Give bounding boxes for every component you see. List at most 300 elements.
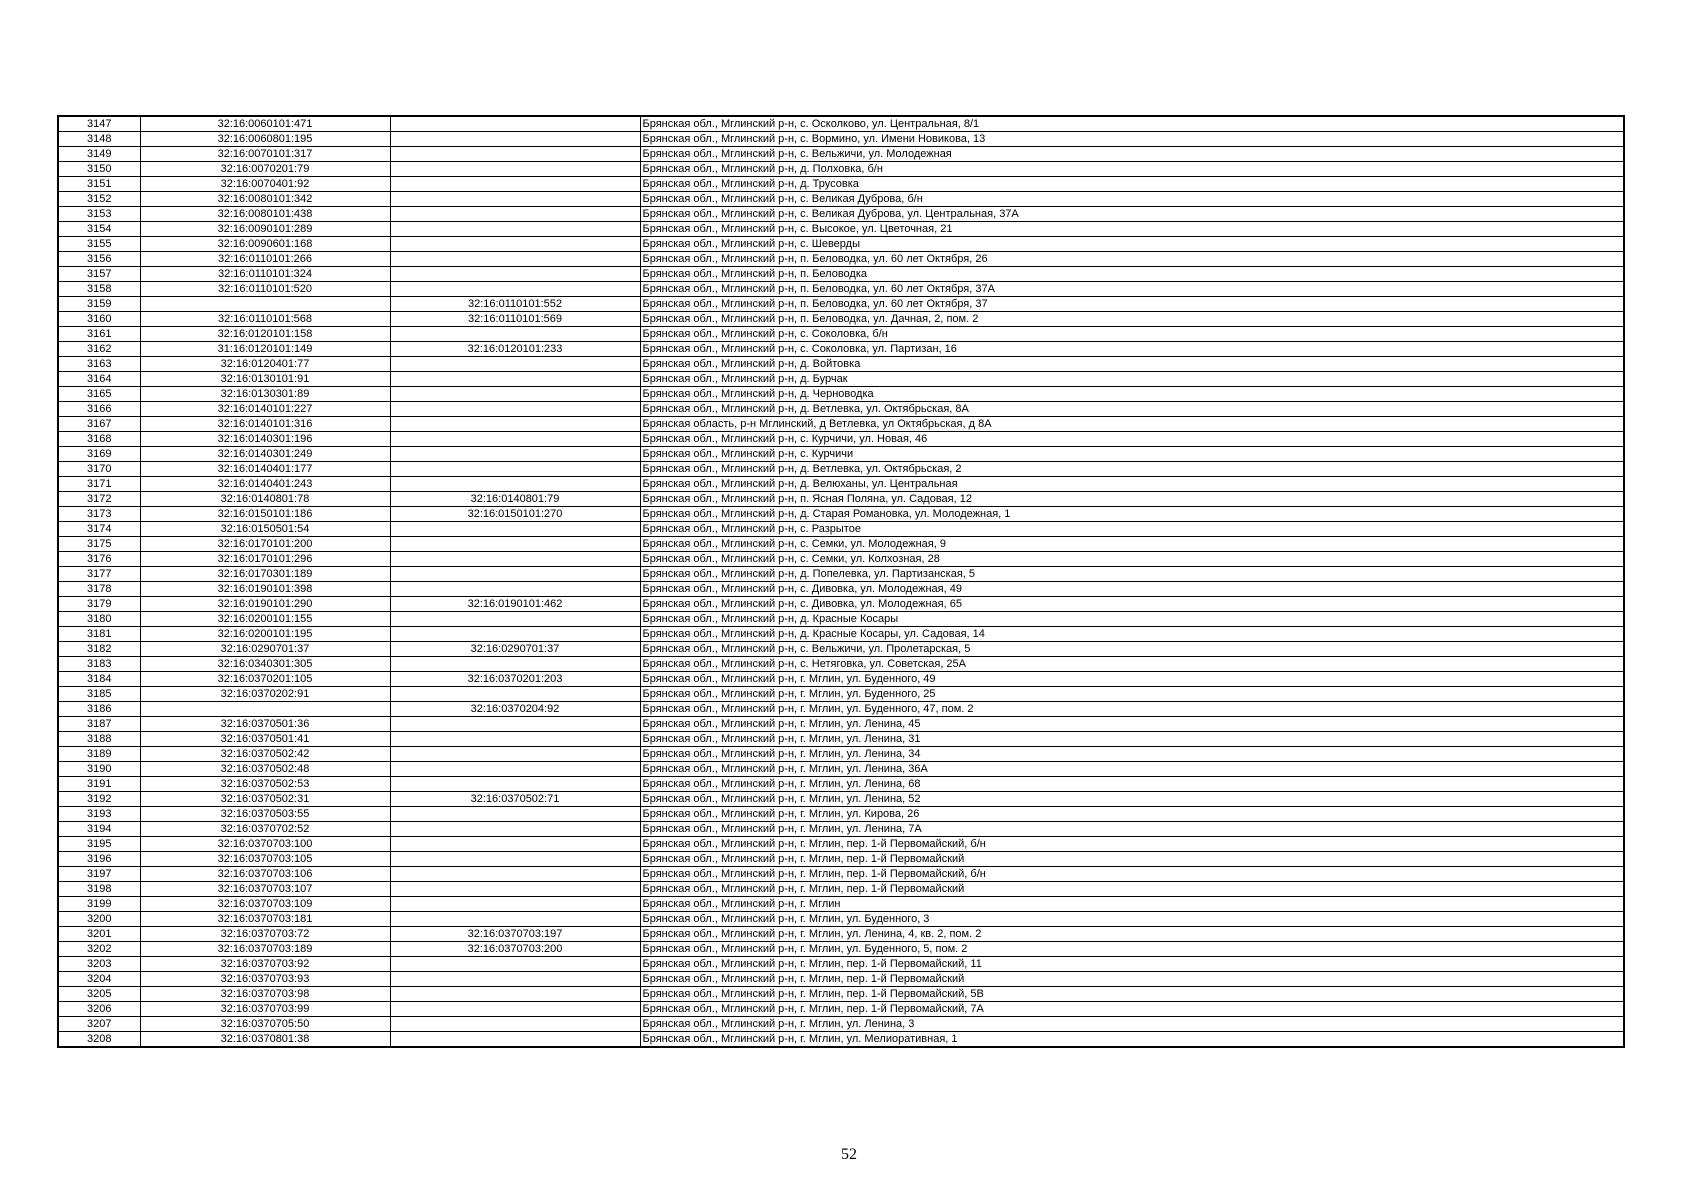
table-row	[58, 312, 1624, 327]
row-number-cell: 3201	[58, 927, 140, 942]
row-number-cell: 3157	[58, 267, 140, 282]
address-cell: Брянская обл., Мглинский р-н, с. Соколовка, ул. Партизан, 16	[640, 342, 1624, 357]
table-row	[58, 387, 1624, 402]
address-cell: Брянская обл., Мглинский р-н, г. Мглин, ул. Ленина, 68	[640, 777, 1624, 792]
cadastral-number-cell: 32:16:0370703:98	[140, 987, 390, 1002]
address-cell: Брянская обл., Мглинский р-н, с. Осколково, ул. Центральная, 8/1	[640, 116, 1624, 132]
address-cell: Брянская обл., Мглинский р-н, д. Старая Романовка, ул. Молодежная, 1	[640, 507, 1624, 522]
cadastral-number-cell: 32:16:0290701:37	[140, 642, 390, 657]
related-cadastral-number-cell	[390, 717, 640, 732]
related-cadastral-number-cell: 32:16:0370703:197	[390, 927, 640, 942]
related-cadastral-number-cell	[390, 852, 640, 867]
table-row	[58, 972, 1624, 987]
row-number-cell: 3177	[58, 567, 140, 582]
row-number-cell: 3167	[58, 417, 140, 432]
row-number-cell: 3164	[58, 372, 140, 387]
row-number-cell: 3155	[58, 237, 140, 252]
related-cadastral-number-cell	[390, 147, 640, 162]
cadastral-number-cell: 32:16:0080101:438	[140, 207, 390, 222]
row-number-cell: 3172	[58, 492, 140, 507]
related-cadastral-number-cell	[390, 972, 640, 987]
address-cell: Брянская обл., Мглинский р-н, г. Мглин, ул. Буденного, 3	[640, 912, 1624, 927]
related-cadastral-number-cell: 32:16:0110101:552	[390, 297, 640, 312]
table-row	[58, 717, 1624, 732]
table-row	[58, 867, 1624, 882]
cadastral-number-cell: 32:16:0370502:53	[140, 777, 390, 792]
address-cell: Брянская обл., Мглинский р-н, г. Мглин	[640, 897, 1624, 912]
row-number-cell: 3159	[58, 297, 140, 312]
table-row	[58, 987, 1624, 1002]
related-cadastral-number-cell	[390, 222, 640, 237]
row-number-cell: 3205	[58, 987, 140, 1002]
row-number-cell: 3196	[58, 852, 140, 867]
table-row	[58, 537, 1624, 552]
address-cell: Брянская обл., Мглинский р-н, д. Красные Косары	[640, 612, 1624, 627]
cadastral-number-cell: 32:16:0070201:79	[140, 162, 390, 177]
cadastral-number-cell: 32:16:0370703:105	[140, 852, 390, 867]
address-cell: Брянская обл., Мглинский р-н, с. Разрытое	[640, 522, 1624, 537]
cadastral-number-cell: 32:16:0370703:181	[140, 912, 390, 927]
table-row	[58, 222, 1624, 237]
related-cadastral-number-cell: 32:16:0370201:203	[390, 672, 640, 687]
table-row	[58, 672, 1624, 687]
related-cadastral-number-cell: 32:16:0140801:79	[390, 492, 640, 507]
row-number-cell: 3147	[58, 116, 140, 132]
row-number-cell: 3179	[58, 597, 140, 612]
address-cell: Брянская обл., Мглинский р-н, с. Нетяговка, ул. Советская, 25А	[640, 657, 1624, 672]
row-number-cell: 3188	[58, 732, 140, 747]
related-cadastral-number-cell: 32:16:0110101:569	[390, 312, 640, 327]
table-row	[58, 192, 1624, 207]
related-cadastral-number-cell	[390, 116, 640, 132]
address-cell: Брянская обл., Мглинский р-н, г. Мглин, ул. Буденного, 49	[640, 672, 1624, 687]
table-row	[58, 147, 1624, 162]
table-row	[58, 552, 1624, 567]
cadastral-number-cell: 32:16:0190101:398	[140, 582, 390, 597]
address-cell: Брянская обл., Мглинский р-н, п. Беловодка, ул. 60 лет Октября, 26	[640, 252, 1624, 267]
related-cadastral-number-cell	[390, 192, 640, 207]
cadastral-number-cell: 32:16:0130101:91	[140, 372, 390, 387]
address-cell: Брянская обл., Мглинский р-н, д. Ветлевка, ул. Октябрьская, 2	[640, 462, 1624, 477]
cadastral-number-cell: 32:16:0370703:93	[140, 972, 390, 987]
table-row	[58, 252, 1624, 267]
address-cell: Брянская обл., Мглинский р-н, г. Мглин, ул. Ленина, 34	[640, 747, 1624, 762]
table-row	[58, 567, 1624, 582]
row-number-cell: 3152	[58, 192, 140, 207]
row-number-cell: 3175	[58, 537, 140, 552]
cadastral-number-cell: 32:16:0370703:99	[140, 1002, 390, 1017]
related-cadastral-number-cell	[390, 267, 640, 282]
address-cell: Брянская обл., Мглинский р-н, с. Семки, ул. Колхозная, 28	[640, 552, 1624, 567]
address-cell: Брянская обл., Мглинский р-н, п. Беловодка, ул. 60 лет Октября, 37	[640, 297, 1624, 312]
related-cadastral-number-cell	[390, 402, 640, 417]
address-cell: Брянская обл., Мглинский р-н, с. Вельжичи, ул. Молодежная	[640, 147, 1624, 162]
row-number-cell: 3191	[58, 777, 140, 792]
table-row	[58, 522, 1624, 537]
cadastral-number-cell: 32:16:0080101:342	[140, 192, 390, 207]
table-row	[58, 942, 1624, 957]
related-cadastral-number-cell	[390, 912, 640, 927]
address-cell: Брянская обл., Мглинский р-н, г. Мглин, ул. Буденного, 47, пом. 2	[640, 702, 1624, 717]
related-cadastral-number-cell	[390, 1017, 640, 1032]
cadastral-number-cell: 32:16:0370201:105	[140, 672, 390, 687]
row-number-cell: 3203	[58, 957, 140, 972]
related-cadastral-number-cell	[390, 657, 640, 672]
address-cell: Брянская обл., Мглинский р-н, г. Мглин, пер. 1-й Первомайский, 5В	[640, 987, 1624, 1002]
address-cell: Брянская обл., Мглинский р-н, с. Дивовка, ул. Молодежная, 49	[640, 582, 1624, 597]
related-cadastral-number-cell	[390, 207, 640, 222]
table-row	[58, 687, 1624, 702]
cadastral-number-cell: 32:16:0110101:266	[140, 252, 390, 267]
row-number-cell: 3165	[58, 387, 140, 402]
related-cadastral-number-cell	[390, 882, 640, 897]
row-number-cell: 3154	[58, 222, 140, 237]
address-cell: Брянская обл., Мглинский р-н, г. Мглин, ул. Кирова, 26	[640, 807, 1624, 822]
related-cadastral-number-cell: 32:16:0370204:92	[390, 702, 640, 717]
address-cell: Брянская обл., Мглинский р-н, д. Черноводка	[640, 387, 1624, 402]
cadastral-number-cell: 32:16:0090101:289	[140, 222, 390, 237]
related-cadastral-number-cell	[390, 957, 640, 972]
address-cell: Брянская обл., Мглинский р-н, г. Мглин, ул. Ленина, 52	[640, 792, 1624, 807]
table-row	[58, 417, 1624, 432]
table-row	[58, 897, 1624, 912]
property-registry-table	[57, 115, 1625, 1048]
related-cadastral-number-cell	[390, 552, 640, 567]
row-number-cell: 3206	[58, 1002, 140, 1017]
cadastral-number-cell: 32:16:0110101:568	[140, 312, 390, 327]
row-number-cell: 3160	[58, 312, 140, 327]
table-row	[58, 477, 1624, 492]
related-cadastral-number-cell	[390, 417, 640, 432]
cadastral-number-cell: 32:16:0150101:186	[140, 507, 390, 522]
cadastral-number-cell: 32:16:0370502:31	[140, 792, 390, 807]
cadastral-number-cell: 32:16:0090601:168	[140, 237, 390, 252]
cadastral-number-cell: 32:16:0140101:227	[140, 402, 390, 417]
related-cadastral-number-cell	[390, 282, 640, 297]
table-row	[58, 267, 1624, 282]
address-cell: Брянская обл., Мглинский р-н, с. Великая Дуброва, ул. Центральная, 37А	[640, 207, 1624, 222]
row-number-cell: 3192	[58, 792, 140, 807]
address-cell: Брянская обл., Мглинский р-н, г. Мглин, ул. Буденного, 5, пом. 2	[640, 942, 1624, 957]
table-row	[58, 462, 1624, 477]
table-row	[58, 912, 1624, 927]
related-cadastral-number-cell	[390, 687, 640, 702]
address-cell: Брянская обл., Мглинский р-н, г. Мглин, пер. 1-й Первомайский, 11	[640, 957, 1624, 972]
cadastral-number-cell: 32:16:0150501:54	[140, 522, 390, 537]
cadastral-number-cell: 32:16:0200101:155	[140, 612, 390, 627]
related-cadastral-number-cell	[390, 732, 640, 747]
table-row	[58, 282, 1624, 297]
cadastral-number-cell: 32:16:0370501:41	[140, 732, 390, 747]
address-cell: Брянская обл., Мглинский р-н, д. Полховка, б/н	[640, 162, 1624, 177]
related-cadastral-number-cell	[390, 237, 640, 252]
related-cadastral-number-cell	[390, 387, 640, 402]
table-row	[58, 702, 1624, 717]
related-cadastral-number-cell: 32:16:0290701:37	[390, 642, 640, 657]
cadastral-number-cell: 32:16:0370703:189	[140, 942, 390, 957]
table-row	[58, 627, 1624, 642]
row-number-cell: 3189	[58, 747, 140, 762]
related-cadastral-number-cell	[390, 867, 640, 882]
table-row	[58, 1032, 1624, 1048]
cadastral-number-cell: 32:16:0370501:36	[140, 717, 390, 732]
address-cell: Брянская обл., Мглинский р-н, с. Шеверды	[640, 237, 1624, 252]
address-cell: Брянская обл., Мглинский р-н, г. Мглин, ул. Ленина, 4, кв. 2, пом. 2	[640, 927, 1624, 942]
cadastral-number-cell: 31:16:0120101:149	[140, 342, 390, 357]
cadastral-number-cell: 32:16:0370502:42	[140, 747, 390, 762]
related-cadastral-number-cell	[390, 627, 640, 642]
row-number-cell: 3166	[58, 402, 140, 417]
address-cell: Брянская обл., Мглинский р-н, г. Мглин, ул. Буденного, 25	[640, 687, 1624, 702]
cadastral-number-cell: 32:16:0130301:89	[140, 387, 390, 402]
cadastral-number-cell: 32:16:0370702:52	[140, 822, 390, 837]
row-number-cell: 3156	[58, 252, 140, 267]
cadastral-number-cell: 32:16:0370703:107	[140, 882, 390, 897]
table-row	[58, 1017, 1624, 1032]
row-number-cell: 3195	[58, 837, 140, 852]
related-cadastral-number-cell	[390, 432, 640, 447]
related-cadastral-number-cell: 32:16:0370502:71	[390, 792, 640, 807]
row-number-cell: 3158	[58, 282, 140, 297]
row-number-cell: 3186	[58, 702, 140, 717]
table-row	[58, 762, 1624, 777]
cadastral-number-cell: 32:16:0170301:189	[140, 567, 390, 582]
related-cadastral-number-cell	[390, 132, 640, 147]
table-row	[58, 207, 1624, 222]
related-cadastral-number-cell	[390, 357, 640, 372]
address-cell: Брянская обл., Мглинский р-н, д. Бурчак	[640, 372, 1624, 387]
table-row	[58, 447, 1624, 462]
cadastral-number-cell: 32:16:0140401:243	[140, 477, 390, 492]
cadastral-number-cell: 32:16:0140301:249	[140, 447, 390, 462]
address-cell: Брянская обл., Мглинский р-н, г. Мглин, пер. 1-й Первомайский	[640, 972, 1624, 987]
related-cadastral-number-cell	[390, 582, 640, 597]
table-row	[58, 372, 1624, 387]
cadastral-number-cell: 32:16:0110101:520	[140, 282, 390, 297]
related-cadastral-number-cell: 32:16:0190101:462	[390, 597, 640, 612]
address-cell: Брянская обл., Мглинский р-н, г. Мглин, ул. Ленина, 36А	[640, 762, 1624, 777]
cadastral-number-cell	[140, 702, 390, 717]
address-cell: Брянская обл., Мглинский р-н, д. Войтовка	[640, 357, 1624, 372]
table-row	[58, 507, 1624, 522]
related-cadastral-number-cell	[390, 327, 640, 342]
cadastral-number-cell: 32:16:0170101:296	[140, 552, 390, 567]
address-cell: Брянская обл., Мглинский р-н, г. Мглин, ул. Ленина, 7А	[640, 822, 1624, 837]
address-cell: Брянская обл., Мглинский р-н, д. Ветлевка, ул. Октябрьская, 8А	[640, 402, 1624, 417]
table-row	[58, 116, 1624, 132]
related-cadastral-number-cell	[390, 252, 640, 267]
related-cadastral-number-cell	[390, 567, 640, 582]
row-number-cell: 3149	[58, 147, 140, 162]
row-number-cell: 3169	[58, 447, 140, 462]
address-cell: Брянская обл., Мглинский р-н, г. Мглин, пер. 1-й Первомайский, 7А	[640, 1002, 1624, 1017]
address-cell: Брянская обл., Мглинский р-н, п. Ясная Поляна, ул. Садовая, 12	[640, 492, 1624, 507]
cadastral-number-cell: 32:16:0370503:55	[140, 807, 390, 822]
table-row	[58, 1002, 1624, 1017]
address-cell: Брянская обл., Мглинский р-н, с. Вельжичи, ул. Пролетарская, 5	[640, 642, 1624, 657]
table-row	[58, 162, 1624, 177]
table-row	[58, 297, 1624, 312]
row-number-cell: 3181	[58, 627, 140, 642]
row-number-cell: 3180	[58, 612, 140, 627]
cadastral-number-cell: 32:16:0370703:100	[140, 837, 390, 852]
cadastral-number-cell: 32:16:0060101:471	[140, 116, 390, 132]
row-number-cell: 3153	[58, 207, 140, 222]
table-row	[58, 327, 1624, 342]
row-number-cell: 3174	[58, 522, 140, 537]
table-row	[58, 432, 1624, 447]
related-cadastral-number-cell	[390, 612, 640, 627]
address-cell: Брянская обл., Мглинский р-н, г. Мглин, пер. 1-й Первомайский	[640, 882, 1624, 897]
table-row	[58, 342, 1624, 357]
cadastral-number-cell: 32:16:0110101:324	[140, 267, 390, 282]
address-cell: Брянская обл., Мглинский р-н, с. Великая Дуброва, б/н	[640, 192, 1624, 207]
row-number-cell: 3199	[58, 897, 140, 912]
row-number-cell: 3184	[58, 672, 140, 687]
row-number-cell: 3171	[58, 477, 140, 492]
table-row	[58, 927, 1624, 942]
cadastral-number-cell: 32:16:0370703:109	[140, 897, 390, 912]
cadastral-number-cell: 32:16:0370202:91	[140, 687, 390, 702]
row-number-cell: 3207	[58, 1017, 140, 1032]
row-number-cell: 3150	[58, 162, 140, 177]
address-cell: Брянская обл., Мглинский р-н, д. Попелевка, ул. Партизанская, 5	[640, 567, 1624, 582]
address-cell: Брянская обл., Мглинский р-н, с. Курчичи, ул. Новая, 46	[640, 432, 1624, 447]
address-cell: Брянская обл., Мглинский р-н, с. Семки, ул. Молодежная, 9	[640, 537, 1624, 552]
cadastral-number-cell: 32:16:0070101:317	[140, 147, 390, 162]
cadastral-number-cell: 32:16:0120101:158	[140, 327, 390, 342]
related-cadastral-number-cell	[390, 822, 640, 837]
related-cadastral-number-cell: 32:16:0370703:200	[390, 942, 640, 957]
address-cell: Брянская обл., Мглинский р-н, п. Беловодка	[640, 267, 1624, 282]
cadastral-number-cell: 32:16:0370801:38	[140, 1032, 390, 1048]
related-cadastral-number-cell	[390, 762, 640, 777]
row-number-cell: 3168	[58, 432, 140, 447]
cadastral-number-cell: 32:16:0140401:177	[140, 462, 390, 477]
row-number-cell: 3198	[58, 882, 140, 897]
address-cell: Брянская обл., Мглинский р-н, п. Беловодка, ул. 60 лет Октября, 37А	[640, 282, 1624, 297]
related-cadastral-number-cell	[390, 897, 640, 912]
related-cadastral-number-cell	[390, 177, 640, 192]
table-row	[58, 402, 1624, 417]
address-cell: Брянская обл., Мглинский р-н, г. Мглин, пер. 1-й Первомайский	[640, 852, 1624, 867]
row-number-cell: 3162	[58, 342, 140, 357]
related-cadastral-number-cell: 32:16:0150101:270	[390, 507, 640, 522]
address-cell: Брянская обл., Мглинский р-н, с. Высокое, ул. Цветочная, 21	[640, 222, 1624, 237]
row-number-cell: 3161	[58, 327, 140, 342]
row-number-cell: 3173	[58, 507, 140, 522]
table-row	[58, 357, 1624, 372]
cadastral-number-cell: 32:16:0370705:50	[140, 1017, 390, 1032]
row-number-cell: 3178	[58, 582, 140, 597]
related-cadastral-number-cell	[390, 837, 640, 852]
address-cell: Брянская обл., Мглинский р-н, п. Беловодка, ул. Дачная, 2, пом. 2	[640, 312, 1624, 327]
address-cell: Брянская обл., Мглинский р-н, с. Соколовка, б/н	[640, 327, 1624, 342]
table-row	[58, 882, 1624, 897]
cadastral-number-cell: 32:16:0120401:77	[140, 357, 390, 372]
table-row	[58, 237, 1624, 252]
row-number-cell: 3194	[58, 822, 140, 837]
table-row	[58, 957, 1624, 972]
table-row	[58, 822, 1624, 837]
table-row	[58, 612, 1624, 627]
row-number-cell: 3182	[58, 642, 140, 657]
cadastral-number-cell: 32:16:0370502:48	[140, 762, 390, 777]
cadastral-number-cell: 32:16:0140301:196	[140, 432, 390, 447]
row-number-cell: 3208	[58, 1032, 140, 1048]
address-cell: Брянская обл., Мглинский р-н, с. Вормино, ул. Имени Новикова, 13	[640, 132, 1624, 147]
related-cadastral-number-cell	[390, 807, 640, 822]
table-row	[58, 747, 1624, 762]
table-row	[58, 792, 1624, 807]
row-number-cell: 3151	[58, 177, 140, 192]
address-cell: Брянская обл., Мглинский р-н, с. Курчичи	[640, 447, 1624, 462]
address-cell: Брянская область, р-н Мглинский, д Ветлевка, ул Октябрьская, д 8А	[640, 417, 1624, 432]
table-row	[58, 597, 1624, 612]
cadastral-number-cell: 32:16:0370703:92	[140, 957, 390, 972]
address-cell: Брянская обл., Мглинский р-н, г. Мглин, ул. Ленина, 45	[640, 717, 1624, 732]
table-row	[58, 642, 1624, 657]
related-cadastral-number-cell	[390, 372, 640, 387]
row-number-cell: 3204	[58, 972, 140, 987]
row-number-cell: 3187	[58, 717, 140, 732]
cadastral-number-cell	[140, 297, 390, 312]
cadastral-number-cell: 32:16:0370703:72	[140, 927, 390, 942]
row-number-cell: 3183	[58, 657, 140, 672]
row-number-cell: 3193	[58, 807, 140, 822]
row-number-cell: 3202	[58, 942, 140, 957]
cadastral-number-cell: 32:16:0060801:195	[140, 132, 390, 147]
related-cadastral-number-cell	[390, 447, 640, 462]
table-row	[58, 582, 1624, 597]
row-number-cell: 3190	[58, 762, 140, 777]
table-row	[58, 177, 1624, 192]
cadastral-number-cell: 32:16:0140101:316	[140, 417, 390, 432]
row-number-cell: 3148	[58, 132, 140, 147]
address-cell: Брянская обл., Мглинский р-н, г. Мглин, ул. Мелиоративная, 1	[640, 1032, 1624, 1048]
cadastral-number-cell: 32:16:0200101:195	[140, 627, 390, 642]
cadastral-number-cell: 32:16:0370703:106	[140, 867, 390, 882]
row-number-cell: 3170	[58, 462, 140, 477]
related-cadastral-number-cell	[390, 777, 640, 792]
related-cadastral-number-cell	[390, 522, 640, 537]
related-cadastral-number-cell	[390, 1032, 640, 1048]
related-cadastral-number-cell	[390, 747, 640, 762]
table-row	[58, 777, 1624, 792]
address-cell: Брянская обл., Мглинский р-н, д. Велюханы, ул. Центральная	[640, 477, 1624, 492]
cadastral-number-cell: 32:16:0140801:78	[140, 492, 390, 507]
table-row	[58, 837, 1624, 852]
row-number-cell: 3200	[58, 912, 140, 927]
related-cadastral-number-cell: 32:16:0120101:233	[390, 342, 640, 357]
cadastral-number-cell: 32:16:0070401:92	[140, 177, 390, 192]
address-cell: Брянская обл., Мглинский р-н, г. Мглин, ул. Ленина, 31	[640, 732, 1624, 747]
address-cell: Брянская обл., Мглинский р-н, г. Мглин, пер. 1-й Первомайский, б/н	[640, 867, 1624, 882]
row-number-cell: 3197	[58, 867, 140, 882]
address-cell: Брянская обл., Мглинский р-н, г. Мглин, ул. Ленина, 3	[640, 1017, 1624, 1032]
row-number-cell: 3185	[58, 687, 140, 702]
table-row	[58, 807, 1624, 822]
registry-table-body	[58, 116, 1624, 1047]
related-cadastral-number-cell	[390, 162, 640, 177]
related-cadastral-number-cell	[390, 537, 640, 552]
cadastral-number-cell: 32:16:0190101:290	[140, 597, 390, 612]
related-cadastral-number-cell	[390, 1002, 640, 1017]
table-row	[58, 492, 1624, 507]
related-cadastral-number-cell	[390, 987, 640, 1002]
related-cadastral-number-cell	[390, 462, 640, 477]
row-number-cell: 3163	[58, 357, 140, 372]
